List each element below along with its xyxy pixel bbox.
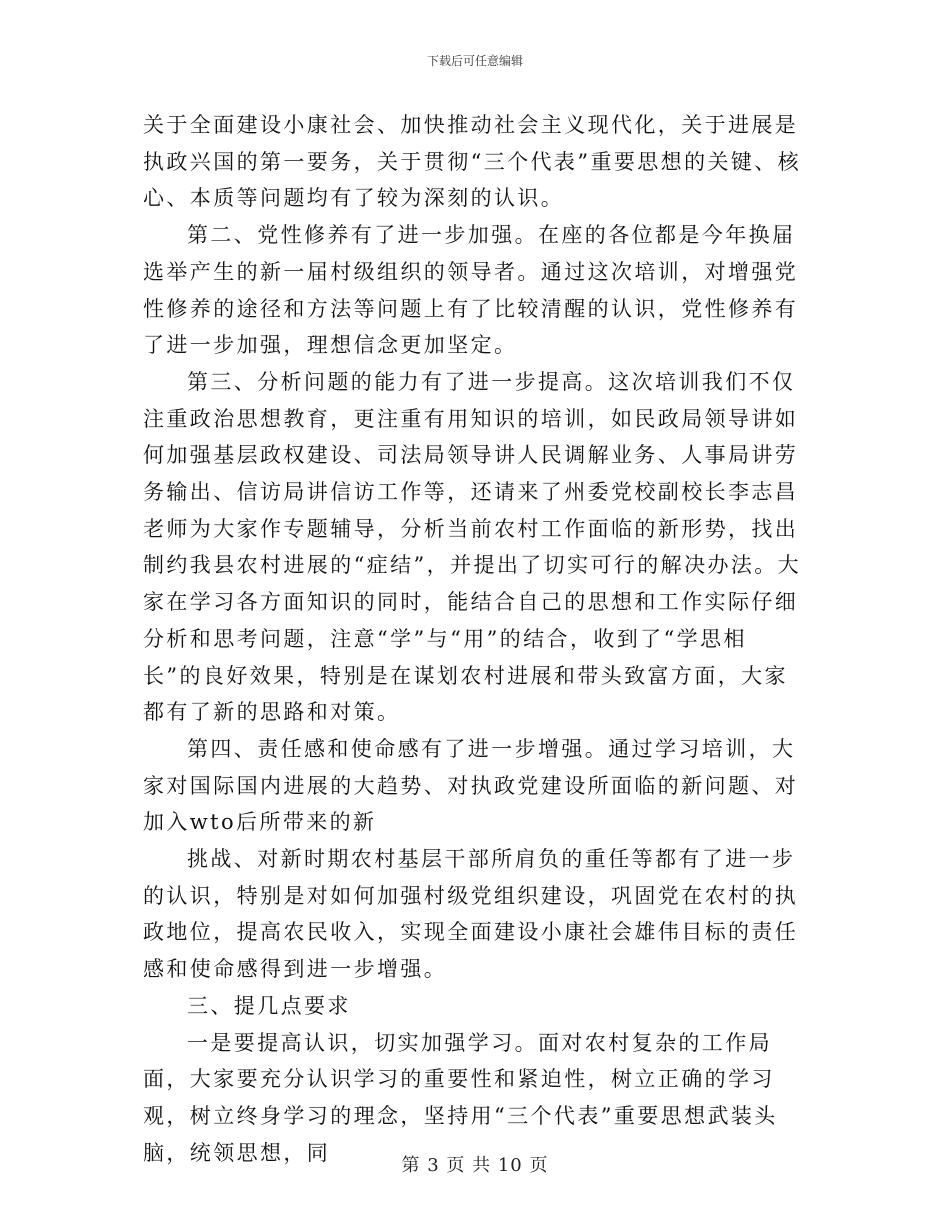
paragraph-point-two: 第二、党性修养有了进一步加强。在座的各位都是今年换届选举产生的新一届村级组织的领导者。通过这次培训，对增强党性修养的途径和方法等问题上有了比较清醒的认识，党性修养有了进一步加强，理想信念更加坚定。 xyxy=(143,223,799,358)
page-header: 下载后可任意编辑 xyxy=(426,54,523,68)
document-body xyxy=(143,107,803,1171)
paragraph-point-four-continued: 挑战、对新时期农村基层干部所肩负的重任等都有了进一步的认识，特别是对如何加强村级党组织建设，巩固党在农村的执政地位，提高农民收入，实现全面建设小康社会雄伟目标的责任感和使命感得到进一步增强。 xyxy=(143,847,799,982)
section-heading-requirements: 三、提几点要求 xyxy=(187,993,351,1018)
paragraph-point-four: 第四、责任感和使命感有了进一步增强。通过学习培训，大家对国际国内进展的大趋势、对执政党建设所面临的新问题、对加入wto后所带来的新 xyxy=(143,736,799,835)
paragraph-continuation: 关于全面建设小康社会、加快推动社会主义现代化，关于进展是执政兴国的第一要务，关于贯彻“三个代表”重要思想的关键、核心、本质等问题均有了较为深刻的认识。 xyxy=(143,113,802,211)
paragraph-point-three: 第三、分析问题的能力有了进一步提高。这次培训我们不仅注重政治思想教育，更注重有用知识的培训，如民政局领导讲如何加强基层政权建设、司法局领导讲人民调解业务、人事局讲劳务输出、信访局讲信访工作等，还请来了州委党校副校长李志昌老师为大家作专题辅导，分析当前农村工作面临的新形势，找出制约我县农村进展的“症结”，并提出了切实可行的解决办法。大家在学习各方面知识的同时，能结合自己的思想和工作实际仔细分析和思考问题，注意“学”与“用”的结合，收到了“学思相长”的良好效果，特别是在谋划农村进展和带头致富方面，大家都有了新的思路和对策。 xyxy=(143,369,802,725)
page-number-footer: 第 3 页 共 10 页 xyxy=(401,1155,549,1176)
paragraph-requirement-one: 一是要提高认识，切实加强学习。面对农村复杂的工作局面，大家要充分认识学习的重要性和紧迫性，树立正确的学习观，树立终身学习的理念，坚持用“三个代表”重要思想武装头脑，统领思想，同 xyxy=(143,1030,778,1165)
